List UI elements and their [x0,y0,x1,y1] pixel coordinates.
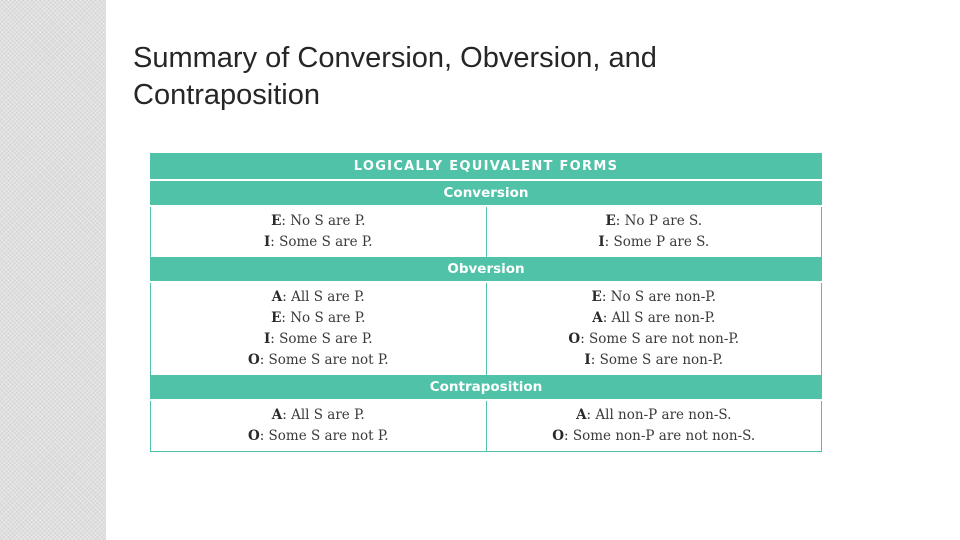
proposition-text: : Some S are P. [270,234,373,250]
contraposition-row [151,400,822,452]
table-header: LOGICALLY EQUIVALENT FORMS [151,154,822,181]
proposition-text: : All non-P are non-S. [586,407,732,423]
slide-title: Summary of Conversion, Obversion, and Contraposition [133,42,657,111]
proposition-letter: E [591,289,602,305]
proposition-letter: O [552,428,565,444]
section-header-conversion: Conversion [151,180,822,206]
proposition-letter: A [271,289,283,305]
proposition-line [487,308,822,329]
proposition-line [487,211,822,232]
section-header-obversion: Obversion [151,257,822,282]
proposition-letter: O [568,331,581,347]
proposition-line [487,287,822,308]
contraposition-original-cell [151,400,487,452]
proposition-letter: A [592,310,603,326]
proposition-letter: E [271,213,282,229]
proposition-line [151,426,486,447]
obversion-row [151,282,822,375]
section-header-contraposition: Contraposition [151,375,822,400]
proposition-text: : Some non-P are not non-S. [564,428,756,444]
proposition-line [151,287,486,308]
proposition-text: : Some S are P. [270,331,373,347]
proposition-line [151,405,486,426]
conversion-equivalent-cell [486,206,822,257]
proposition-line [487,405,822,426]
proposition-text: : No S are P. [281,213,366,229]
proposition-line [151,350,486,371]
proposition-text: : Some S are not P. [259,428,389,444]
conversion-row [151,206,822,257]
proposition-letter: I [263,331,271,347]
proposition-text: : Some P are S. [604,234,710,250]
proposition-letter: I [598,234,605,250]
proposition-line [487,329,822,350]
proposition-line [487,232,822,253]
proposition-letter: O [247,352,260,368]
proposition-text: : No S are non-P. [601,289,716,305]
proposition-line [487,350,822,371]
decorative-side-strip [0,0,106,540]
proposition-line [487,426,822,447]
proposition-text: : All S are P. [282,407,365,423]
proposition-line [151,329,486,350]
proposition-letter: A [576,407,587,423]
proposition-letter: E [605,213,616,229]
proposition-letter: E [271,310,282,326]
proposition-letter: A [271,407,283,423]
proposition-text: : No S are P. [281,310,366,326]
conversion-original-cell [151,206,487,257]
proposition-letter: O [247,428,260,444]
proposition-line [151,232,486,253]
proposition-text: : All S are non-P. [602,310,716,326]
obversion-original-cell [151,282,487,375]
equivalent-forms-table [150,153,822,452]
proposition-text: : Some S are not P. [259,352,389,368]
contraposition-equivalent-cell [486,400,822,452]
proposition-text: : Some S are non-P. [590,352,724,368]
proposition-letter: I [584,352,591,368]
proposition-text: : All S are P. [282,289,365,305]
obversion-equivalent-cell [486,282,822,375]
proposition-text: : No P are S. [615,213,703,229]
proposition-text: : Some S are not non-P. [580,331,740,347]
proposition-line [151,308,486,329]
proposition-line [151,211,486,232]
proposition-letter: I [263,234,271,250]
